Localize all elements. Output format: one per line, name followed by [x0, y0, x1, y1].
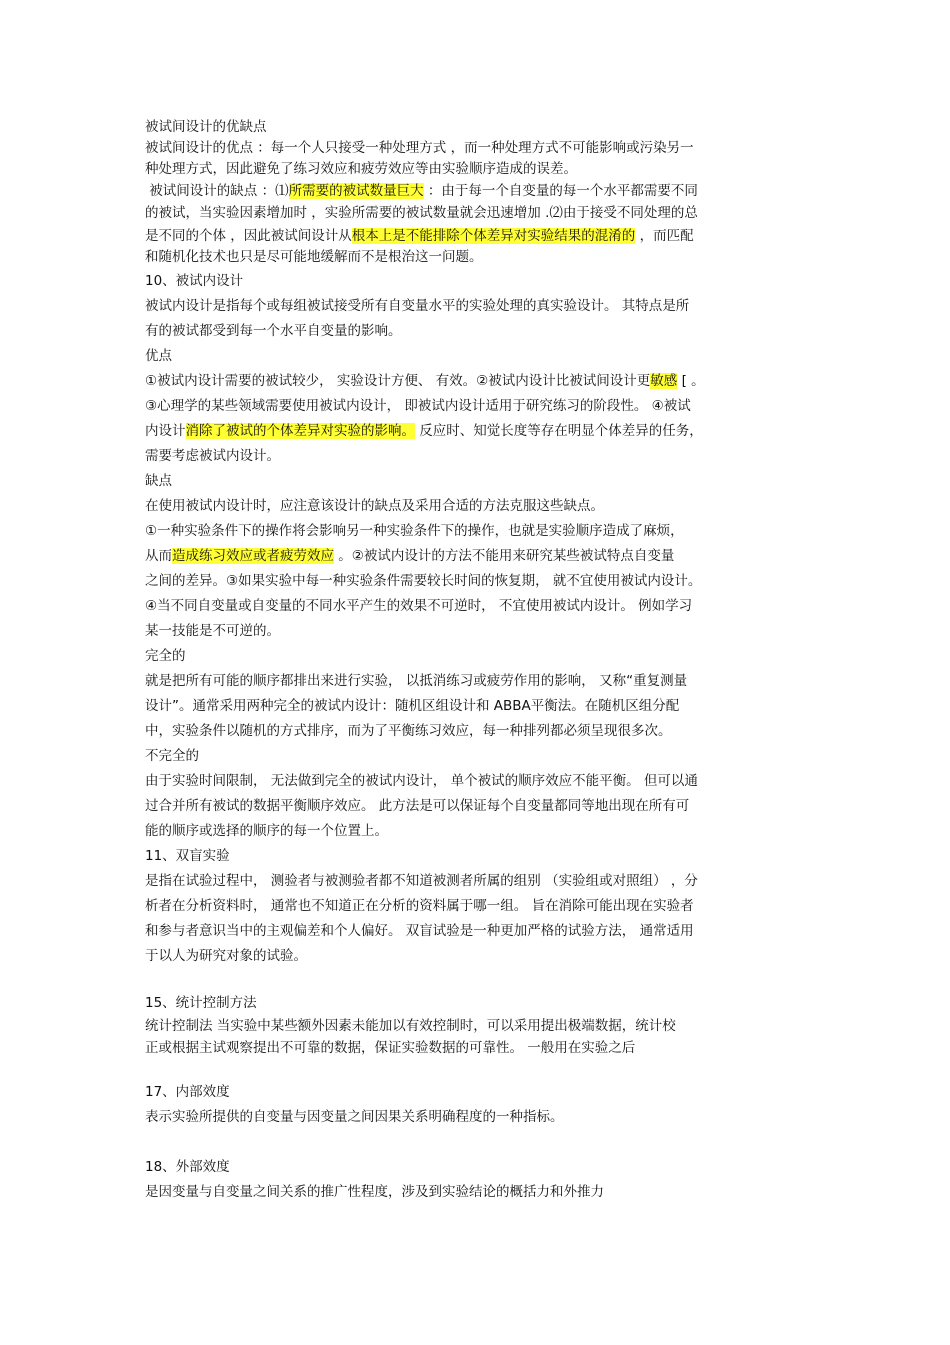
text-line: 就是把所有可能的顺序都排出来进行实验， 以抵消练习或疲劳作用的影响， 又称“重复测量	[145, 673, 688, 689]
text-line: 中，实验条件以随机的方式排序，而为了平衡练习效应，每一种排列都必须呈现很多次。	[145, 723, 672, 739]
text-line: 过合并所有被试的数据平衡顺序效应。 此方法是可以保证每个自变量都同等地出现在所有可	[145, 798, 690, 814]
section-heading-17: 17、内部效度	[145, 1084, 230, 1100]
section-heading-between-subjects: 被试间设计的优缺点	[145, 119, 267, 135]
text-line: 是因变量与自变量之间关系的推广性程度，涉及到实验结论的概括力和外推力	[145, 1184, 604, 1200]
section-heading-11: 11、双盲实验	[145, 848, 230, 864]
text-line: 之间的差异。③如果实验中每一种实验条件需要较长时间的恢复期， 就不宜使用被试内设计。	[145, 573, 702, 589]
subheading-complete: 完全的	[145, 648, 186, 664]
text-line: ④当不同自变量或自变量的不同水平产生的效果不可逆时， 不宜使用被试内设计。 例如学习	[145, 598, 693, 614]
text-line-highlighted: 从而造成练习效应或者疲劳效应 。②被试内设计的方法不能用来研究某些被试特点自变量	[145, 548, 675, 564]
highlight-mark: 消除了被试的个体差异对实验的影响。	[185, 423, 415, 439]
text-line-highlighted: 是不同的个体 ，因此被试间设计从根本上是不能排除个体差异对实验结果的混淆的 ，而匹配	[145, 228, 694, 244]
section-heading-18: 18、外部效度	[145, 1159, 230, 1175]
text-line: 和随机化技术也只是尽可能地缓解而不是根治这一问题。	[145, 249, 483, 265]
text-line: 由于实验时间限制， 无法做到完全的被试内设计， 单个被试的顺序效应不能平衡。 但可以通	[145, 773, 698, 789]
text-line: 种处理方式，因此避免了练习效应和疲劳效应等由实验顺序造成的误差。	[145, 161, 577, 177]
text-line: 设计”。通常采用两种完全的被试内设计：随机区组设计和 ABBA平衡法。在随机区组分配	[145, 698, 680, 714]
text-line: 析者在分析资料时， 通常也不知道正在分析的资料属于哪一组。 旨在消除可能出现在实验者	[145, 898, 694, 914]
text-line: 和参与者意识当中的主观偏差和个人偏好。 双盲试验是一种更加严格的试验方法， 通常适用	[145, 923, 694, 939]
section-heading-10: 10、被试内设计	[145, 273, 244, 289]
subheading-advantages: 优点	[145, 348, 172, 364]
highlight-mark: 敏感	[650, 373, 678, 389]
text-line: 是指在试验过程中， 测验者与被测验者都不知道被测者所属的组别 （实验组或对照组） ，分	[145, 873, 698, 889]
text-line: 在使用被试内设计时，应注意该设计的缺点及采用合适的方法克服这些缺点。	[145, 498, 604, 514]
highlight-mark: 根本上是不能排除个体差异对实验结果的混淆的	[351, 228, 636, 244]
section-heading-15: 15、统计控制方法	[145, 995, 257, 1011]
text-line: 的被试，当实验因素增加时 ，实验所需要的被试数量就会迅速增加 .⑵由于接受不同处理的总	[145, 205, 698, 221]
text-line-highlighted: ①被试内设计需要的被试较少， 实验设计方便、 有效。②被试内设计比被试间设计更敏感 [ 。	[145, 373, 705, 389]
highlight-mark: 所需要的被试数量巨大	[288, 183, 424, 199]
text-line-highlighted: 内设计消除了被试的个体差异对实验的影响。 反应时、知觉长度等存在明显个体差异的任务，	[145, 423, 703, 439]
subheading-disadvantages: 缺点	[145, 473, 172, 489]
text-line: 有的被试都受到每一个水平自变量的影响。	[145, 323, 402, 339]
text-line: 能的顺序或选择的顺序的每一个位置上。	[145, 823, 388, 839]
text-line-highlighted: 被试间设计的缺点 ：⑴所需要的被试数量巨大 ：由于每一个自变量的每一个水平都需要不同	[145, 183, 698, 199]
text-line: 表示实验所提供的自变量与因变量之间因果关系明确程度的一种指标。	[145, 1109, 564, 1125]
highlight-mark: 造成练习效应或者疲劳效应	[172, 548, 334, 564]
text-line: 于以人为研究对象的试验。	[145, 948, 307, 964]
text-line: ①一种实验条件下的操作将会影响另一种实验条件下的操作，也就是实验顺序造成了麻烦，	[145, 523, 684, 539]
subheading-incomplete: 不完全的	[145, 748, 199, 764]
text-line: ③心理学的某些领域需要使用被试内设计， 即被试内设计适用于研究练习的阶段性。 ④被试	[145, 398, 691, 414]
text-line: 需要考虑被试内设计。	[145, 448, 280, 464]
text-line: 统计控制法 当实验中某些额外因素未能加以有效控制时，可以采用提出极端数据，统计校	[145, 1018, 676, 1034]
text-line: 被试间设计的优点 ：每一个人只接受一种处理方式 ，而一种处理方式不可能影响或污染另一	[145, 140, 694, 156]
text-line: 被试内设计是指每个或每组被试接受所有自变量水平的实验处理的真实验设计。 其特点是所	[145, 298, 690, 314]
text-line: 某一技能是不可逆的。	[145, 623, 280, 639]
text-line: 正或根据主试观察提出不可靠的数据，保证实验数据的可靠性。 一般用在实验之后	[145, 1040, 636, 1056]
